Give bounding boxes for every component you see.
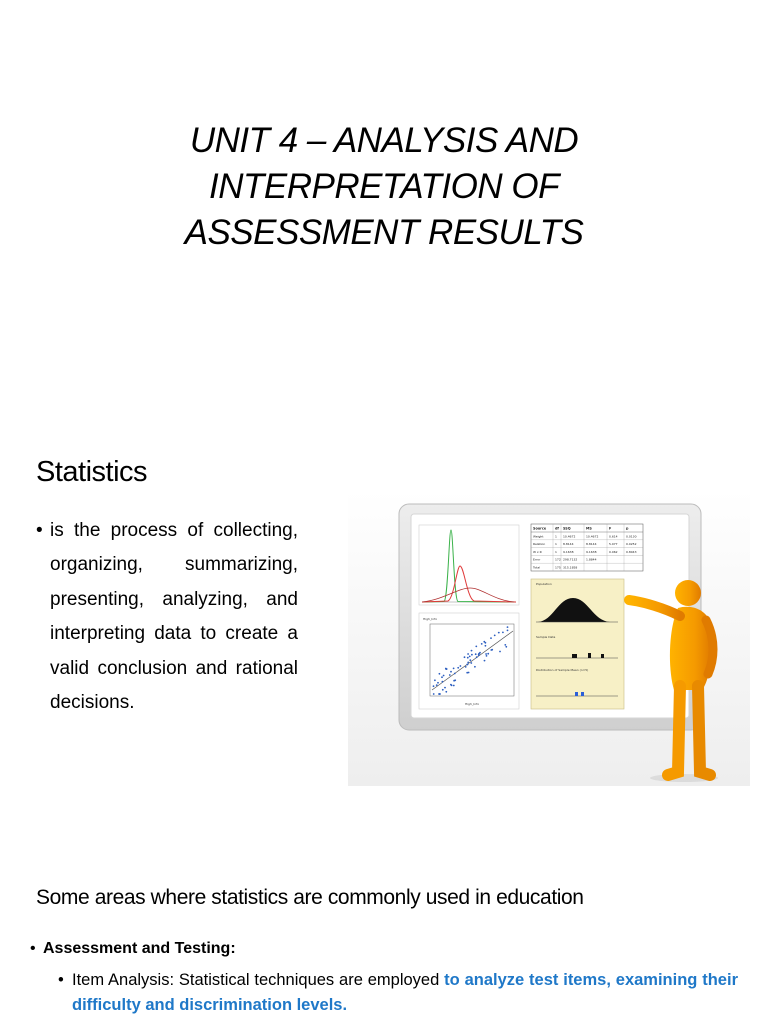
anova-header-cell: df	[555, 526, 559, 531]
scatter-point	[444, 687, 446, 689]
scatter-point	[507, 626, 509, 628]
anova-header-cell: p	[626, 526, 629, 531]
scatter-point	[484, 660, 486, 662]
scatter-point	[468, 672, 470, 674]
scatter-point	[502, 632, 504, 634]
scatter-point	[450, 671, 452, 673]
scatter-point	[471, 654, 473, 656]
scatter-point	[485, 642, 487, 644]
panel-label-mean-dist: Distribution of Sample Mean (n=5)	[536, 668, 589, 672]
scatter-point	[454, 673, 456, 675]
scatter-title: High_Info	[423, 617, 438, 621]
scatter-point	[433, 693, 435, 695]
anova-cell: 0.0130	[626, 534, 637, 539]
scatter-point	[460, 665, 462, 667]
scatter-point	[467, 657, 469, 659]
scatter-point	[499, 651, 501, 653]
item-analysis-highlight: to analyze test items, examining their difficulty and discrimination levels.	[72, 971, 738, 1014]
anova-cell: 0.0252	[626, 542, 637, 547]
scatter-point	[445, 668, 447, 670]
scatter-point	[475, 653, 477, 655]
scatter-point	[475, 646, 477, 648]
education-uses-slide	[0, 880, 768, 1024]
anova-header-cell: MS	[586, 526, 592, 531]
anova-cell: 9.1638	[586, 549, 597, 554]
scatter-point	[485, 645, 487, 647]
item-analysis-plain: Item Analysis: Statistical techniques are employed	[72, 971, 445, 989]
distribution-curves-panel	[419, 525, 519, 605]
anova-cell: 0.614	[609, 534, 618, 539]
unit-title: UNIT 4 – ANALYSIS AND INTERPRETATION OF ASSESSMENT RESULTS	[184, 121, 584, 252]
anova-header-cell: SSQ	[563, 526, 571, 531]
scatter-point	[465, 666, 467, 668]
scatter-point	[466, 664, 468, 666]
anova-cell: 9.1638	[563, 549, 574, 554]
bullet-marker: •	[30, 940, 36, 957]
anova-cell: W x R	[533, 549, 542, 554]
anova-cell: 172	[555, 557, 561, 562]
scatter-point	[442, 681, 444, 683]
anova-cell: 1	[555, 534, 557, 539]
bullet-marker: •	[36, 520, 43, 541]
anova-cell: 10.4672	[563, 534, 576, 539]
list-item-assessment	[30, 940, 236, 958]
statistics-heading: Statistics	[36, 456, 148, 488]
scatter-point	[453, 680, 455, 682]
bullet-marker: •	[58, 971, 64, 989]
scatter-point	[443, 675, 445, 677]
anova-cell: 0.8043	[626, 549, 637, 554]
scatter-point	[490, 649, 492, 651]
scatter-xlabel: High_Info	[464, 702, 480, 706]
panel-label-sample: Sample Data	[536, 635, 556, 639]
scatter-point	[439, 673, 441, 675]
scatter-point	[445, 691, 447, 693]
scatter-point	[507, 630, 509, 632]
statistics-definition-text: is the process of collecting, organizing, summarizing, presenting, analyzing, and interpreting data to create a valid conclusion and rational decisions.	[50, 520, 298, 714]
scatter-point	[450, 684, 452, 686]
anova-cell: 0.062	[609, 549, 618, 554]
anova-cell: 175	[555, 565, 561, 570]
scatter-point	[453, 685, 455, 687]
scatter-point	[478, 654, 480, 656]
scatter-point	[433, 685, 435, 687]
anova-cell: 1	[555, 549, 557, 554]
scatter-point	[494, 635, 496, 637]
scatter-point	[498, 632, 500, 634]
scatter-point	[470, 662, 472, 664]
education-uses-heading: Some areas where statistics are commonly used in education	[36, 886, 584, 909]
panel-label-population: Population	[536, 582, 552, 586]
scatter-point	[486, 655, 488, 657]
scatter-point	[437, 682, 439, 684]
scatter-point	[439, 693, 441, 695]
scatter-point	[442, 689, 444, 691]
anova-cell: 298.7132	[563, 557, 578, 562]
list-item-item-analysis	[58, 968, 738, 1018]
anova-cell: 315.1858	[563, 565, 578, 570]
presentation-board-illustration	[348, 490, 750, 786]
scatter-point	[479, 652, 481, 654]
scatter-point	[485, 653, 487, 655]
scatter-point	[469, 659, 471, 661]
anova-header-cell: F	[609, 526, 612, 531]
scatter-point	[453, 668, 455, 670]
scatter-point	[504, 644, 506, 646]
scatter-point	[449, 674, 451, 676]
statistics-definition-bullet	[36, 514, 298, 720]
anova-cell: 1.8844	[586, 557, 597, 562]
scatter-point	[469, 656, 471, 658]
scatter-point	[476, 656, 478, 658]
anova-cell: Relation	[533, 542, 546, 547]
sampling-distribution-panel	[531, 579, 624, 709]
assessment-testing-label: Assessment and Testing:	[43, 940, 236, 957]
anova-cell: 5.077	[609, 542, 618, 547]
scatter-point	[471, 650, 473, 652]
scatter-point	[487, 653, 489, 655]
scatter-point	[434, 679, 436, 681]
scatter-point	[490, 637, 492, 639]
anova-header-cell: Source	[533, 526, 547, 531]
scatter-point	[474, 666, 476, 668]
anova-cell: Weight	[533, 534, 544, 539]
scatter-point	[436, 684, 438, 686]
scatter-point	[467, 662, 469, 664]
anova-cell: 1	[555, 542, 557, 547]
anova-cell: Total	[533, 565, 541, 570]
item-analysis-text	[72, 968, 738, 1018]
anova-cell: 8.8144	[563, 542, 574, 547]
scatter-point	[464, 656, 466, 658]
anova-cell: Error	[533, 557, 541, 562]
scatter-point	[505, 646, 507, 648]
anova-cell: 8.8144	[586, 542, 597, 547]
scatter-point	[481, 643, 483, 645]
anova-cell: 10.4672	[586, 534, 599, 539]
scatter-point	[467, 653, 469, 655]
scatter-point	[457, 667, 459, 669]
scatter-plot-panel	[419, 613, 519, 709]
anova-table	[531, 524, 643, 571]
title-slide	[0, 0, 768, 400]
statistics-slide	[0, 430, 768, 850]
scatter-point	[441, 676, 443, 678]
